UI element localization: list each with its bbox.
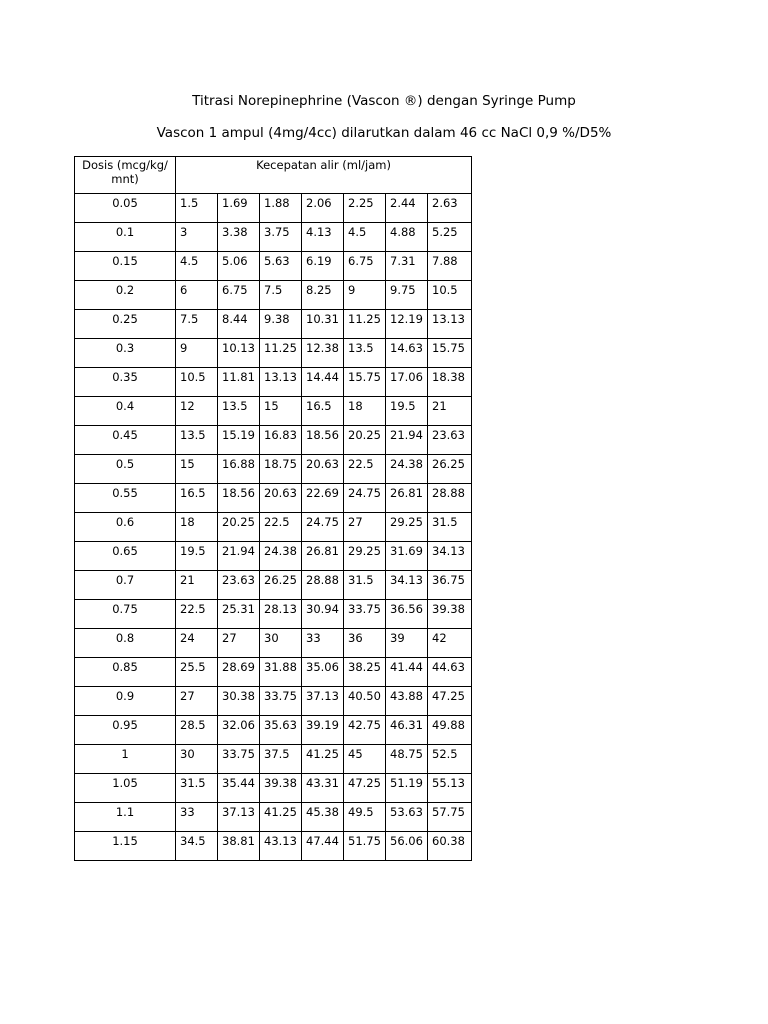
rate-cell: 29.25 xyxy=(386,513,428,542)
table-row xyxy=(75,542,472,571)
rate-cell: 20.63 xyxy=(302,455,344,484)
rate-cell: 55.13 xyxy=(428,774,472,803)
dose-cell: 0.1 xyxy=(75,223,176,252)
rate-cell: 31.5 xyxy=(344,571,386,600)
dose-cell: 0.3 xyxy=(75,339,176,368)
rate-cell: 18.75 xyxy=(260,455,302,484)
rate-cell: 52.5 xyxy=(428,745,472,774)
rate-cell: 14.63 xyxy=(386,339,428,368)
table-row xyxy=(75,803,472,832)
rate-cell: 24.75 xyxy=(302,513,344,542)
rate-cell: 15 xyxy=(260,397,302,426)
rate-cell: 46.31 xyxy=(386,716,428,745)
rate-cell: 8.25 xyxy=(302,281,344,310)
rate-cell: 28.88 xyxy=(428,484,472,513)
table-row xyxy=(75,658,472,687)
rate-cell: 4.13 xyxy=(302,223,344,252)
rate-cell: 30.94 xyxy=(302,600,344,629)
rate-cell: 18.56 xyxy=(218,484,260,513)
rate-cell: 48.75 xyxy=(386,745,428,774)
table-row xyxy=(75,513,472,542)
dose-cell: 0.15 xyxy=(75,252,176,281)
table-row xyxy=(75,368,472,397)
rate-cell: 41.25 xyxy=(302,745,344,774)
header-rate: Kecepatan alir (ml/jam) xyxy=(176,157,472,194)
dose-cell: 0.85 xyxy=(75,658,176,687)
rate-cell: 47.25 xyxy=(428,687,472,716)
rate-cell: 26.25 xyxy=(428,455,472,484)
rate-cell: 44.63 xyxy=(428,658,472,687)
table-row xyxy=(75,397,472,426)
rate-cell: 26.25 xyxy=(260,571,302,600)
rate-cell: 16.5 xyxy=(176,484,218,513)
rate-cell: 22.5 xyxy=(260,513,302,542)
dose-cell: 1.05 xyxy=(75,774,176,803)
rate-cell: 36.56 xyxy=(386,600,428,629)
rate-cell: 18.38 xyxy=(428,368,472,397)
rate-cell: 41.44 xyxy=(386,658,428,687)
rate-cell: 12.19 xyxy=(386,310,428,339)
rate-cell: 31.88 xyxy=(260,658,302,687)
rate-cell: 16.88 xyxy=(218,455,260,484)
rate-cell: 13.13 xyxy=(260,368,302,397)
dose-cell: 0.35 xyxy=(75,368,176,397)
rate-cell: 10.31 xyxy=(302,310,344,339)
rate-cell: 29.25 xyxy=(344,542,386,571)
rate-cell: 36.75 xyxy=(428,571,472,600)
dose-cell: 0.75 xyxy=(75,600,176,629)
rate-cell: 9 xyxy=(176,339,218,368)
rate-cell: 11.81 xyxy=(218,368,260,397)
rate-cell: 43.13 xyxy=(260,832,302,861)
rate-cell: 38.25 xyxy=(344,658,386,687)
rate-cell: 1.69 xyxy=(218,194,260,223)
rate-cell: 30 xyxy=(176,745,218,774)
rate-cell: 25.5 xyxy=(176,658,218,687)
dose-cell: 0.7 xyxy=(75,571,176,600)
rate-cell: 4.5 xyxy=(176,252,218,281)
rate-cell: 32.06 xyxy=(218,716,260,745)
table-row xyxy=(75,745,472,774)
dose-cell: 0.55 xyxy=(75,484,176,513)
rate-cell: 39.38 xyxy=(260,774,302,803)
rate-cell: 21 xyxy=(176,571,218,600)
rate-cell: 23.63 xyxy=(428,426,472,455)
rate-cell: 15.19 xyxy=(218,426,260,455)
rate-cell: 51.19 xyxy=(386,774,428,803)
table-row xyxy=(75,223,472,252)
table-row xyxy=(75,484,472,513)
rate-cell: 2.06 xyxy=(302,194,344,223)
rate-cell: 9.75 xyxy=(386,281,428,310)
rate-cell: 24.75 xyxy=(344,484,386,513)
rate-cell: 13.13 xyxy=(428,310,472,339)
table-row xyxy=(75,571,472,600)
rate-cell: 53.63 xyxy=(386,803,428,832)
document-title: Titrasi Norepinephrine (Vascon ®) dengan Syringe Pump xyxy=(192,93,576,109)
rate-cell: 20.25 xyxy=(218,513,260,542)
rate-cell: 2.44 xyxy=(386,194,428,223)
rate-cell: 10.5 xyxy=(176,368,218,397)
rate-cell: 28.69 xyxy=(218,658,260,687)
table-row xyxy=(75,339,472,368)
rate-cell: 24.38 xyxy=(386,455,428,484)
rate-cell: 6.19 xyxy=(302,252,344,281)
rate-cell: 18 xyxy=(344,397,386,426)
dose-cell: 0.8 xyxy=(75,629,176,658)
rate-cell: 7.5 xyxy=(260,281,302,310)
rate-cell: 39.19 xyxy=(302,716,344,745)
rate-cell: 19.5 xyxy=(386,397,428,426)
rate-cell: 13.5 xyxy=(344,339,386,368)
rate-cell: 5.63 xyxy=(260,252,302,281)
rate-cell: 31.5 xyxy=(176,774,218,803)
rate-cell: 17.06 xyxy=(386,368,428,397)
rate-cell: 21 xyxy=(428,397,472,426)
rate-cell: 22.69 xyxy=(302,484,344,513)
rate-cell: 45 xyxy=(344,745,386,774)
rate-cell: 3.38 xyxy=(218,223,260,252)
rate-cell: 56.06 xyxy=(386,832,428,861)
table-row xyxy=(75,426,472,455)
rate-cell: 37.13 xyxy=(218,803,260,832)
rate-cell: 2.25 xyxy=(344,194,386,223)
rate-cell: 18 xyxy=(176,513,218,542)
rate-cell: 39.38 xyxy=(428,600,472,629)
rate-cell: 13.5 xyxy=(176,426,218,455)
rate-cell: 7.31 xyxy=(386,252,428,281)
table-row xyxy=(75,774,472,803)
rate-cell: 15 xyxy=(176,455,218,484)
dose-cell: 0.95 xyxy=(75,716,176,745)
rate-cell: 22.5 xyxy=(344,455,386,484)
rate-cell: 28.13 xyxy=(260,600,302,629)
rate-cell: 9 xyxy=(344,281,386,310)
rate-cell: 47.44 xyxy=(302,832,344,861)
titration-table xyxy=(74,156,472,861)
rate-cell: 1.5 xyxy=(176,194,218,223)
rate-cell: 23.63 xyxy=(218,571,260,600)
rate-cell: 30.38 xyxy=(218,687,260,716)
rate-cell: 28.88 xyxy=(302,571,344,600)
rate-cell: 14.44 xyxy=(302,368,344,397)
dose-cell: 0.5 xyxy=(75,455,176,484)
rate-cell: 18.56 xyxy=(302,426,344,455)
dose-cell: 0.05 xyxy=(75,194,176,223)
rate-cell: 49.5 xyxy=(344,803,386,832)
rate-cell: 4.88 xyxy=(386,223,428,252)
rate-cell: 7.88 xyxy=(428,252,472,281)
document-subtitle: Vascon 1 ampul (4mg/4cc) dilarutkan dalam 46 cc NaCl 0,9 %/D5% xyxy=(156,125,612,141)
rate-cell: 30 xyxy=(260,629,302,658)
table-row xyxy=(75,687,472,716)
rate-cell: 26.81 xyxy=(302,542,344,571)
rate-cell: 41.25 xyxy=(260,803,302,832)
rate-cell: 33.75 xyxy=(344,600,386,629)
rate-cell: 9.38 xyxy=(260,310,302,339)
rate-cell: 49.88 xyxy=(428,716,472,745)
rate-cell: 35.63 xyxy=(260,716,302,745)
rate-cell: 40.50 xyxy=(344,687,386,716)
rate-cell: 33.75 xyxy=(260,687,302,716)
rate-cell: 38.81 xyxy=(218,832,260,861)
dose-cell: 0.6 xyxy=(75,513,176,542)
rate-cell: 34.5 xyxy=(176,832,218,861)
rate-cell: 19.5 xyxy=(176,542,218,571)
dose-cell: 0.2 xyxy=(75,281,176,310)
rate-cell: 45.38 xyxy=(302,803,344,832)
rate-cell: 60.38 xyxy=(428,832,472,861)
rate-cell: 24.38 xyxy=(260,542,302,571)
rate-cell: 5.06 xyxy=(218,252,260,281)
rate-cell: 37.13 xyxy=(302,687,344,716)
rate-cell: 1.88 xyxy=(260,194,302,223)
rate-cell: 33 xyxy=(176,803,218,832)
rate-cell: 5.25 xyxy=(428,223,472,252)
rate-cell: 3 xyxy=(176,223,218,252)
rate-cell: 34.13 xyxy=(428,542,472,571)
table-row xyxy=(75,832,472,861)
rate-cell: 27 xyxy=(176,687,218,716)
table-row xyxy=(75,194,472,223)
rate-cell: 15.75 xyxy=(344,368,386,397)
dose-cell: 1 xyxy=(75,745,176,774)
rate-cell: 35.06 xyxy=(302,658,344,687)
rate-cell: 47.25 xyxy=(344,774,386,803)
rate-cell: 8.44 xyxy=(218,310,260,339)
rate-cell: 35.44 xyxy=(218,774,260,803)
rate-cell: 6.75 xyxy=(218,281,260,310)
dose-cell: 1.15 xyxy=(75,832,176,861)
rate-cell: 6 xyxy=(176,281,218,310)
rate-cell: 28.5 xyxy=(176,716,218,745)
table-row xyxy=(75,629,472,658)
rate-cell: 20.25 xyxy=(344,426,386,455)
dose-cell: 0.25 xyxy=(75,310,176,339)
rate-cell: 42 xyxy=(428,629,472,658)
rate-cell: 43.31 xyxy=(302,774,344,803)
rate-cell: 6.75 xyxy=(344,252,386,281)
rate-cell: 15.75 xyxy=(428,339,472,368)
rate-cell: 27 xyxy=(344,513,386,542)
table-row xyxy=(75,600,472,629)
rate-cell: 2.63 xyxy=(428,194,472,223)
rate-cell: 21.94 xyxy=(386,426,428,455)
dose-cell: 0.9 xyxy=(75,687,176,716)
dose-cell: 1.1 xyxy=(75,803,176,832)
dose-cell: 0.4 xyxy=(75,397,176,426)
dose-cell: 0.45 xyxy=(75,426,176,455)
rate-cell: 24 xyxy=(176,629,218,658)
rate-cell: 27 xyxy=(218,629,260,658)
rate-cell: 42.75 xyxy=(344,716,386,745)
rate-cell: 4.5 xyxy=(344,223,386,252)
rate-cell: 3.75 xyxy=(260,223,302,252)
rate-cell: 22.5 xyxy=(176,600,218,629)
rate-cell: 57.75 xyxy=(428,803,472,832)
rate-cell: 16.83 xyxy=(260,426,302,455)
rate-cell: 43.88 xyxy=(386,687,428,716)
rate-cell: 12.38 xyxy=(302,339,344,368)
rate-cell: 21.94 xyxy=(218,542,260,571)
rate-cell: 33 xyxy=(302,629,344,658)
rate-cell: 26.81 xyxy=(386,484,428,513)
dose-cell: 0.65 xyxy=(75,542,176,571)
header-dose: Dosis (mcg/kg/mnt) xyxy=(75,157,176,194)
rate-cell: 31.5 xyxy=(428,513,472,542)
table-row xyxy=(75,252,472,281)
table-row xyxy=(75,310,472,339)
rate-cell: 11.25 xyxy=(344,310,386,339)
rate-cell: 31.69 xyxy=(386,542,428,571)
rate-cell: 39 xyxy=(386,629,428,658)
rate-cell: 33.75 xyxy=(218,745,260,774)
table-row xyxy=(75,281,472,310)
rate-cell: 7.5 xyxy=(176,310,218,339)
rate-cell: 12 xyxy=(176,397,218,426)
table-row xyxy=(75,716,472,745)
rate-cell: 10.13 xyxy=(218,339,260,368)
rate-cell: 34.13 xyxy=(386,571,428,600)
rate-cell: 10.5 xyxy=(428,281,472,310)
rate-cell: 16.5 xyxy=(302,397,344,426)
rate-cell: 13.5 xyxy=(218,397,260,426)
table-row xyxy=(75,455,472,484)
rate-cell: 25.31 xyxy=(218,600,260,629)
rate-cell: 51.75 xyxy=(344,832,386,861)
rate-cell: 11.25 xyxy=(260,339,302,368)
rate-cell: 36 xyxy=(344,629,386,658)
rate-cell: 37.5 xyxy=(260,745,302,774)
table-header-row xyxy=(75,157,472,194)
rate-cell: 20.63 xyxy=(260,484,302,513)
